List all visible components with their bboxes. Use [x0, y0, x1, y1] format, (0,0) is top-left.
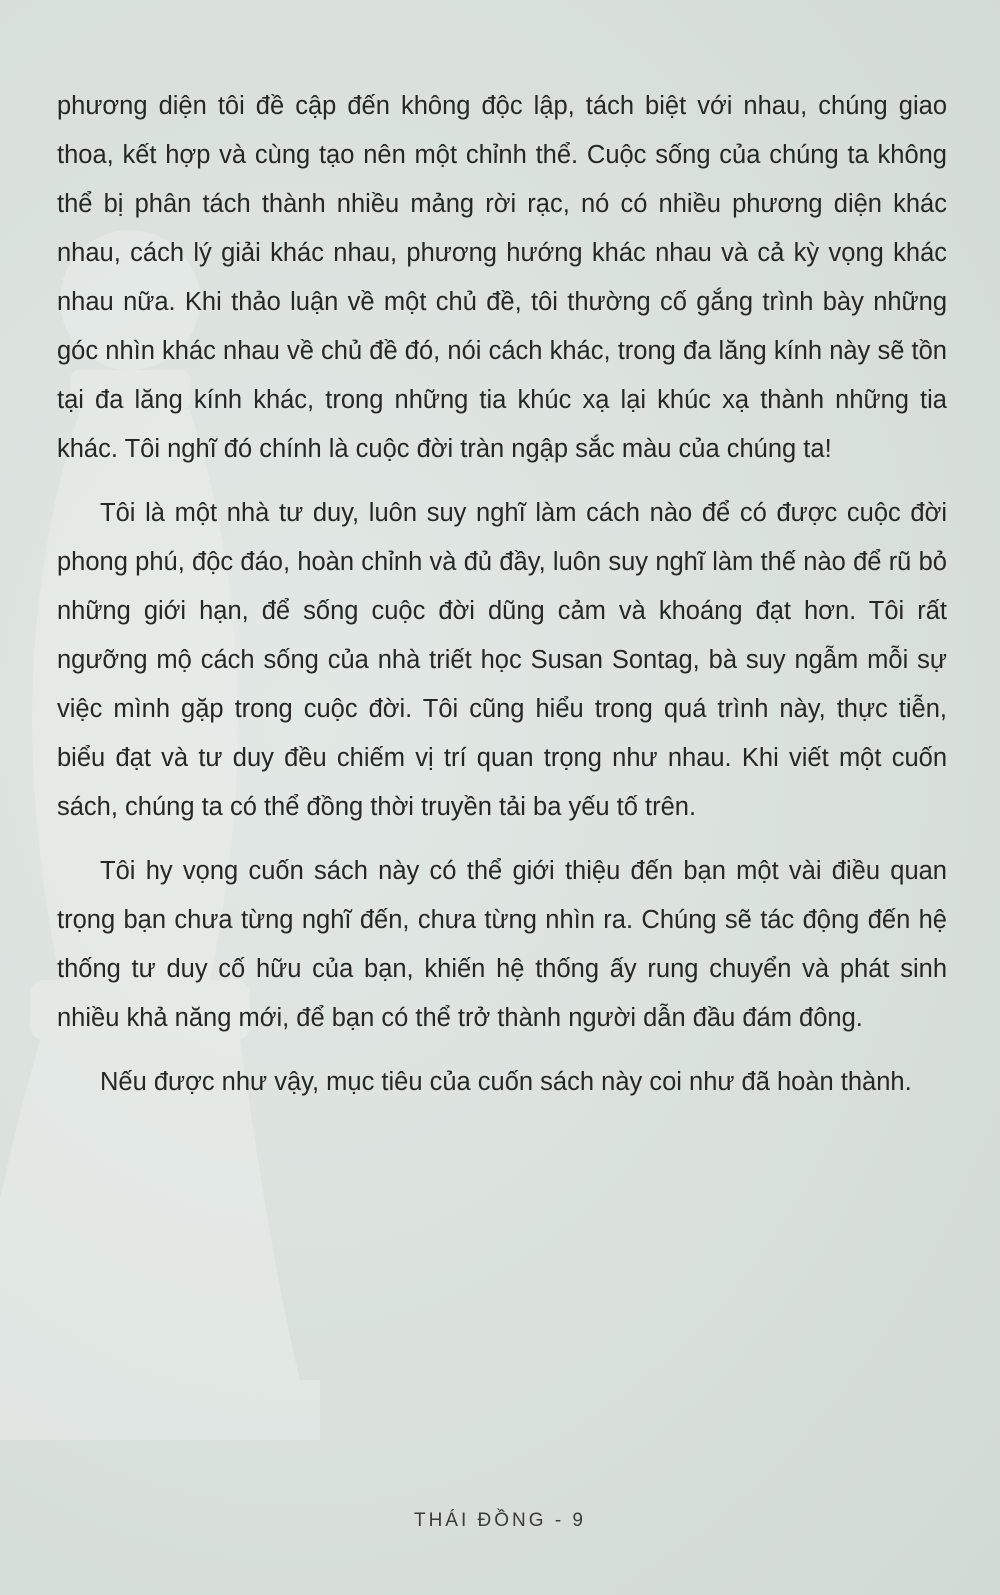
paragraph: Tôi hy vọng cuốn sách này có thể giới thiệu đến bạn một vài điều quan trọng bạn chưa từng nghĩ đến, chưa từng nhìn ra. Chúng sẽ tác động đến hệ thống tư duy cố hữu của bạn, khiến hệ thống ấy rung chuyển và phát sinh nhiều khả năng mới, để bạn có thể trở thành người dẫn đầu đám đông. — [57, 857, 947, 1032]
running-footer: THÁI ĐỒNG - 9 — [413, 1510, 586, 1531]
paragraph-continued: phương diện tôi đề cập đến không độc lập, tách biệt với nhau, chúng giao thoa, kết hợp và cùng tạo nên một chỉnh thể. Cuộc sống của chúng ta không thể bị phân tách thành nhiều mảng rời rạc, nó có nhiều phương diện khác nhau, cách lý giải khác nhau, phương hướng khác nhau và cả kỳ vọng khác nhau nữa. Khi thảo luận về một chủ đề, tôi thường cố gắng trình bày những góc nhìn khác nhau về chủ đề đó, nói cách khác, trong đa lăng kính này sẽ tồn tại đa lăng kính khác, trong những tia khúc xạ lại khúc xạ thành những tia khác. Tôi nghĩ đó chính là cuộc đời tràn ngập sắc màu của chúng ta! — [57, 92, 947, 463]
paragraph: Tôi là một nhà tư duy, luôn suy nghĩ làm cách nào để có được cuộc đời phong phú, độc đáo, hoàn chỉnh và đủ đầy, luôn suy nghĩ làm thế nào để rũ bỏ những giới hạn, để sống cuộc đời dũng cảm và khoáng đạt hơn. Tôi rất ngưỡng mộ cách sống của nhà triết học Susan Sontag, bà suy ngẫm mỗi sự việc mình gặp trong cuộc đời. Tôi cũng hiểu trong quá trình này, thực tiễn, biểu đạt và tư duy đều chiếm vị trí quan trọng như nhau. Khi viết một cuốn sách, chúng ta có thể đồng thời truyền tải ba yếu tố trên. — [57, 499, 947, 821]
page-body — [57, 82, 947, 1107]
paragraph: Nếu được như vậy, mục tiêu của cuốn sách này coi như đã hoàn thành. — [100, 1068, 912, 1096]
